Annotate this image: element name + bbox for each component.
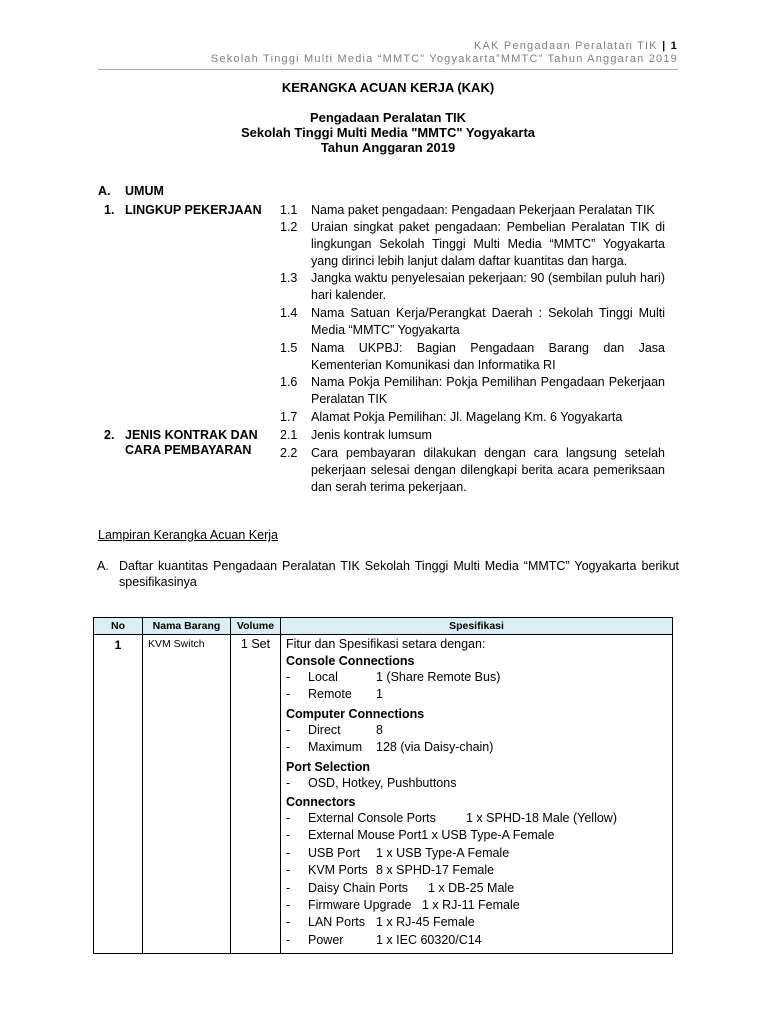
sub-number: 1.1 [280,203,298,217]
spec-intro: Fitur dan Spesifikasi setara dengan: [286,637,486,651]
lampiran-paragraph [97,558,679,590]
spec-section-title: Port Selection [286,759,371,774]
spec-key: KVM Ports [308,863,368,878]
spec-key: Local [308,670,338,684]
spec-value: 1 x USB Type-A Female [376,845,510,860]
bullet-dash: - [286,915,291,930]
bullet-dash: - [286,722,291,737]
spec-item [286,686,672,703]
spec-item [286,897,672,914]
bullet-dash: - [286,670,291,684]
sub-number: 1.4 [280,306,298,320]
sub-text: Jangka waktu penyelesaian pekerjaan: 90 (sembilan puluh hari) hari kalender. [311,271,665,302]
spec-value: 1 x SPHD-18 Male (Yellow) [466,811,617,826]
bullet-dash: - [286,898,291,913]
spec-section-title: Console Connections [286,654,415,668]
spec-section-title: Computer Connections [286,706,425,721]
sub-number: 2.2 [280,446,298,460]
header-page-number: 1 [670,40,678,52]
spec-key: External Console Ports [308,811,436,826]
bullet-dash: - [286,863,291,878]
bullet-dash: - [286,687,291,702]
sub-text: Nama paket pengadaan: Pengadaan Pekerjaan Peralatan TIK [311,203,655,217]
item-1-title: LINGKUP PEKERJAAN [125,203,262,217]
spec-item [286,669,672,686]
sub-text: Nama Satuan Kerja/Perangkat Daerah : Sekolah Tinggi Multi Media “MMTC” Yogyakarta [311,306,665,337]
cell-volume: 1 Set [231,635,281,954]
header-divider [98,69,678,70]
sub-text: Uraian singkat paket pengadaan: Pembelian Peralatan TIK di lingkungan Sekolah Tinggi Multi Media “MMTC” Yogyakarta [311,220,665,251]
spec-item [286,932,672,949]
spec-value: 1 x DB-25 Male [428,880,515,895]
paragraph-label: A. [97,559,109,573]
spec-key: OSD, Hotkey, Pushbuttons [308,775,457,790]
spec-item [286,810,672,827]
specification-table [93,617,673,954]
spec-key: External Mouse Port [308,828,422,843]
sub-number: 1.2 [280,220,298,234]
header-volume: Volume [231,618,281,635]
spec-key: Remote [308,687,352,702]
running-header [474,40,678,52]
sub-text: Cara pembayaran dilakukan dengan cara langsung setelah pekerjaan selesai dengan dilengkapi berita acara pemeriksaan dan serah terima pekerjaan. [311,446,665,494]
header-spesifikasi: Spesifikasi [281,618,673,635]
header-doc-title: KAK Pengadaan Peralatan TIK [473,40,658,52]
lampiran-link[interactable]: Lampiran Kerangka Acuan Kerja [98,528,278,542]
sub-text: Jenis kontrak lumsum [311,428,432,442]
item-2-number: 2. [104,428,115,442]
cell-spesifikasi [281,635,673,954]
cell-no: 1 [94,635,143,954]
bullet-dash: - [286,880,291,895]
spec-value: 1 x RJ-11 Female [422,898,520,913]
spec-key: LAN Ports [308,915,365,930]
spec-value: 1 x IEC 60320/C14 [376,932,482,947]
sub-text-continued: yang dirinci lebih lanjut dalam daftar kuantitas dan harga. [311,254,628,268]
bullet-dash: - [286,845,291,860]
spec-key: Daisy Chain Ports [308,880,409,895]
cell-name: KVM Switch [143,635,231,954]
spec-key: Power [308,932,344,947]
sub-text: Nama UKPBJ: Bagian Pengadaan Barang dan Jasa Kementerian Komunikasi dan Informatika RI [311,341,665,372]
header-no: No [94,618,143,635]
title-line-1: Pengadaan Peralatan TIK [309,110,467,125]
spec-value: 1 (Share Remote Bus) [376,670,501,684]
bullet-dash: - [286,811,291,826]
header-separator: | [662,40,667,52]
spec-value: 1 x USB Type-A Female [421,828,555,843]
spec-value: 1 [376,687,383,702]
spec-value: 8 [376,722,383,737]
title-line-2: Sekolah Tinggi Multi Media "MMTC" Yogyakarta [240,125,536,140]
header-nama-barang: Nama Barang [143,618,231,635]
spec-item [286,862,672,879]
paragraph-text: Daftar kuantitas Pengadaan Peralatan TIK Sekolah Tinggi Multi Media “MMTC” Yogyakarta berikut spesifikasinya [119,559,679,589]
spec-value: 128 (via Daisy-chain) [376,740,494,755]
sub-text: Nama Pokja Pemilihan: Pokja Pemilihan Pengadaan Pekerjaan Peralatan TIK [311,375,665,406]
table-row [94,635,673,954]
sub-text: Alamat Pokja Pemilihan: Jl. Magelang Km. 6 Yogyakarta [311,410,623,424]
spec-item [286,739,672,756]
section-title: UMUM [125,184,164,198]
bullet-dash: - [286,932,291,947]
document-title: KERANGKA ACUAN KERJA (KAK) [281,80,495,95]
bullet-dash: - [286,740,291,755]
spec-item [286,845,672,862]
spec-value: 8 x SPHD-17 Female [376,863,495,878]
sub-number: 1.3 [280,271,298,285]
spec-key: Firmware Upgrade [308,898,412,913]
spec-section-title: Connectors [286,795,356,810]
spec-item [286,880,672,897]
title-line-3: Tahun Anggaran 2019 [320,140,456,155]
item-2-title-line-1: JENIS KONTRAK DAN [125,428,258,442]
spec-key: USB Port [308,845,361,860]
sub-number: 1.7 [280,410,298,424]
spec-item [286,827,672,844]
section-letter: A. [98,184,111,198]
spec-item [286,775,672,792]
item-2-title-line-2: CARA PEMBAYARAN [125,443,252,457]
spec-key: Direct [308,722,341,737]
running-header-subtitle: Sekolah Tinggi Multi Media “MMTC” Yogyakarta”MMTC” Tahun Anggaran 2019 [210,53,678,65]
spec-item [286,722,672,739]
item-1-number: 1. [104,203,115,217]
table-header-row [94,618,673,635]
sub-number: 1.5 [280,341,298,355]
spec-key: Maximum [308,740,363,755]
sub-number: 2.1 [280,428,298,442]
sub-number: 1.6 [280,375,298,389]
bullet-dash: - [286,828,291,843]
spec-value: 1 x RJ-45 Female [376,915,475,930]
bullet-dash: - [286,775,291,790]
spec-item [286,914,672,931]
